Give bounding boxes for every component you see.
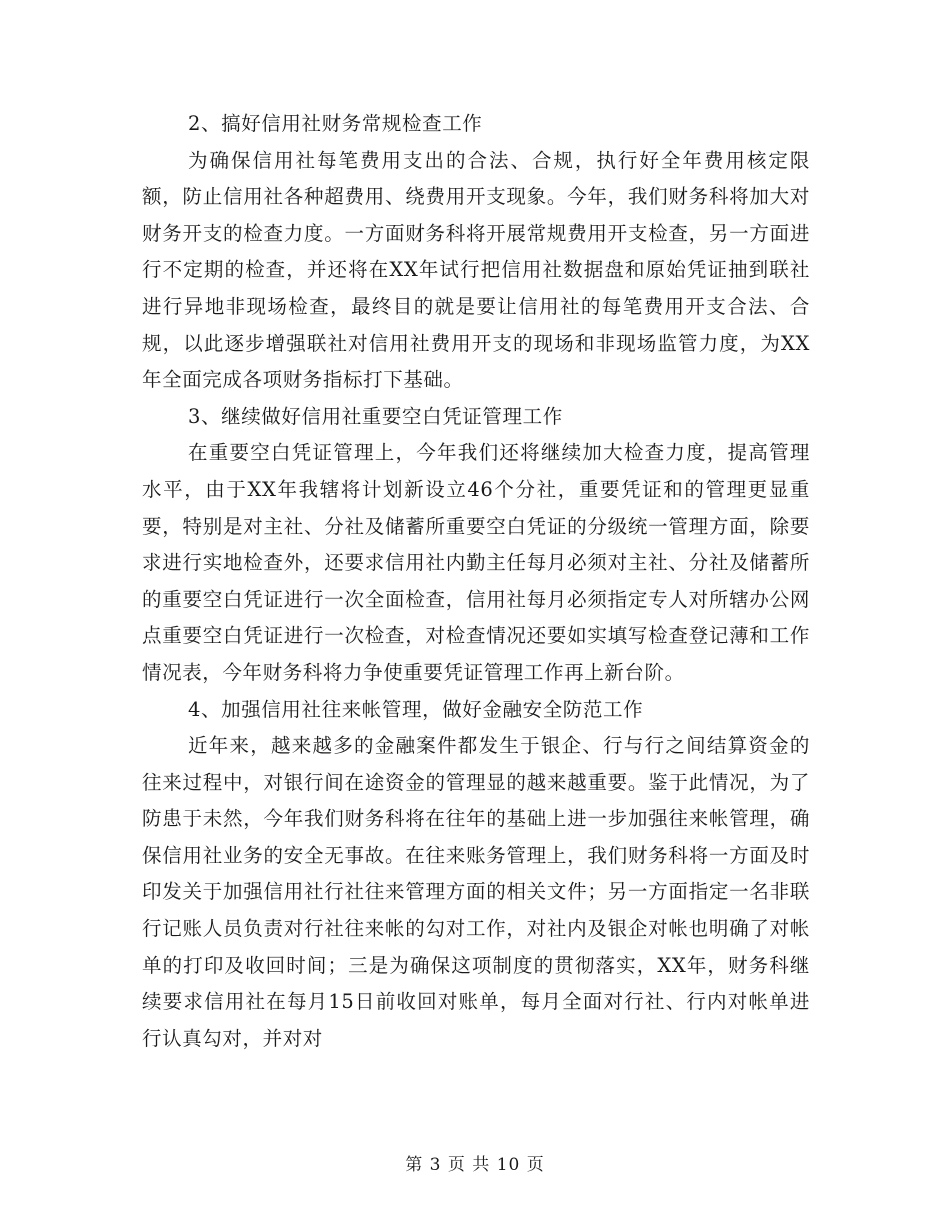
section-paragraph: 为确保信用社每笔费用支出的合法、合规，执行好全年费用核定限额，防止信用社各种超费用、绕费用开支现象。今年，我们财务科将加大对财务开支的检查力度。一方面财务科将开展常规费用开支检查，另一方面进行不定期的检查，并还将在XX年试行把信用社数据盘和原始凭证抽到联社进行异地非现场检查，最终目的就是要让信用社的每笔费用开支合法、合规，以此逐步增强联社对信用社费用开支的现场和非现场监管力度，为XX年全面完成各项财务指标打下基础。 xyxy=(142,148,810,392)
page-number-footer: 第 3 页 共 10 页 xyxy=(405,1155,545,1175)
section-paragraph: 近年来，越来越多的金融案件都发生于银企、行与行之间结算资金的往来过程中，对银行间在途资金的管理显的越来越重要。鉴于此情况，为了防患于未然，今年我们财务科将在往年的基础上进一步加强往来帐管理，确保信用社业务的安全无事故。在往来账务管理上，我们财务科将一方面及时印发关于加强信用社行社往来管理方面的相关文件；另一方面指定一名非联行记账人员负责对行社往来帐的勾对工作，对社内及银企对帐也明确了对帐单的打印及收回时间；三是为确保这项制度的贯彻落实，XX年，财务科继续要求信用社在每月15日前收回对账单，每月全面对行社、行内对帐单进行认真勾对，并对对 xyxy=(142,734,810,1050)
section-heading: 4、加强信用社往来帐管理，做好金融安全防范工作 xyxy=(188,697,644,721)
section-paragraph: 在重要空白凭证管理上，今年我们还将继续加大检查力度，提高管理水平，由于XX年我辖将计划新设立46个分社，重要凭证和的管理更显重要，特别是对主社、分社及储蓄所重要空白凭证的分级统一管理方面，除要求进行实地检查外，还要求信用社内勤主任每月必须对主社、分社及储蓄所的重要空白凭证进行一次全面检查，信用社每月必须指定专人对所辖办公网点重要空白凭证进行一次检查，对检查情况还要如实填写检查登记薄和工作情况表，今年财务科将力争使重要凭证管理工作再上新台阶。 xyxy=(142,441,810,684)
section-heading: 2、搞好信用社财务常规检查工作 xyxy=(188,112,483,135)
section-heading: 3、继续做好信用社重要空白凭证管理工作 xyxy=(188,404,563,428)
document-body xyxy=(142,106,810,1057)
